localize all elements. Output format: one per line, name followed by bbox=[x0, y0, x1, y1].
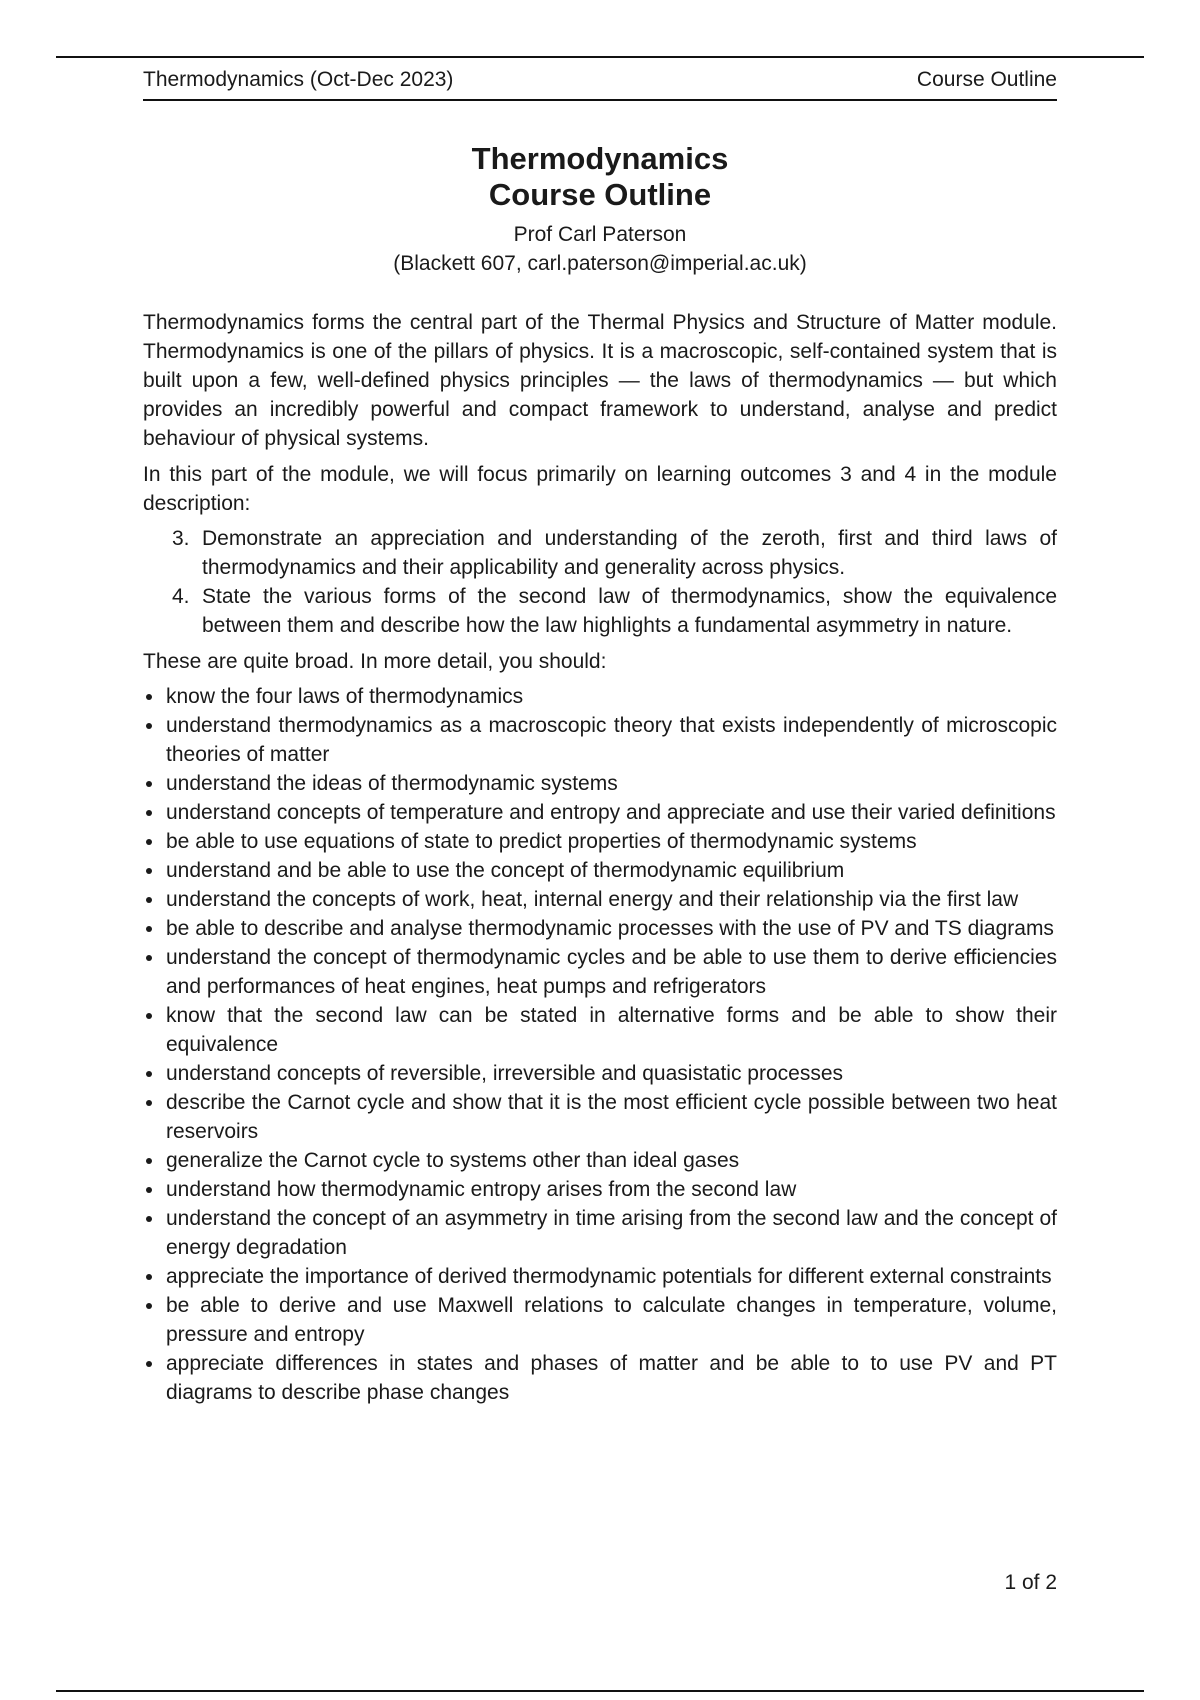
goal-item: understand concepts of reversible, irreversible and quasistatic processes bbox=[166, 1059, 1057, 1088]
goal-item: understand concepts of temperature and entropy and appreciate and use their varied definitions bbox=[166, 798, 1057, 827]
goals-list bbox=[143, 682, 1057, 1407]
document-subtitle: Course Outline bbox=[488, 177, 712, 212]
goal-item: know the four laws of thermodynamics bbox=[166, 682, 1057, 711]
author-contact: (Blackett 607, carl.paterson@imperial.ac.uk) bbox=[393, 252, 807, 275]
goal-item: understand the concept of an asymmetry in time arising from the second law and the concept of energy degradation bbox=[166, 1204, 1057, 1262]
document-title: Thermodynamics bbox=[471, 141, 729, 176]
goal-item: generalize the Carnot cycle to systems other than ideal gases bbox=[166, 1146, 1057, 1175]
goal-item: be able to use equations of state to predict properties of thermodynamic systems bbox=[166, 827, 1057, 856]
outcome-number: 3. bbox=[172, 527, 190, 550]
goal-item: appreciate differences in states and phases of matter and be able to to use PV and PT diagrams to describe phase changes bbox=[166, 1349, 1057, 1407]
header-section-title: Course Outline bbox=[916, 68, 1057, 91]
goal-item: be able to derive and use Maxwell relations to calculate changes in temperature, volume, pressure and entropy bbox=[166, 1291, 1057, 1349]
goal-item: describe the Carnot cycle and show that it is the most efficient cycle possible between two heat reservoirs bbox=[166, 1088, 1057, 1146]
goal-item: appreciate the importance of derived thermodynamic potentials for different external constraints bbox=[166, 1262, 1057, 1291]
page-bottom-rule bbox=[56, 1690, 1144, 1692]
focus-paragraph: In this part of the module, we will focus primarily on learning outcomes 3 and 4 in the module description: bbox=[143, 463, 1057, 515]
running-header bbox=[143, 66, 1057, 101]
goal-item: understand the concepts of work, heat, internal energy and their relationship via the first law bbox=[166, 885, 1057, 914]
outcome-number: 4. bbox=[172, 585, 190, 608]
goal-item: understand the concept of thermodynamic cycles and be able to use them to derive efficiencies and performances of heat engines, heat pumps and refrigerators bbox=[166, 943, 1057, 1001]
intro-paragraph: Thermodynamics forms the central part of the Thermal Physics and Structure of Matter module. Thermodynamics is one of the pillars of physics. It is a macroscopic, self-contained system that is built upon a few, well-defined physics principles — the laws of thermodynamics — but which provides an incredibly powerful and compact framework to understand, analyse and predict behaviour of physical systems. bbox=[143, 311, 1057, 450]
document-body bbox=[143, 308, 1057, 1407]
title-block bbox=[143, 141, 1057, 278]
detail-intro-paragraph: These are quite broad. In more detail, you should: bbox=[143, 650, 607, 673]
header-course-dates: Thermodynamics (Oct-Dec 2023) bbox=[143, 68, 454, 91]
outcome-text: State the various forms of the second law of thermodynamics, show the equivalence between them and describe how the law highlights a fundamental asymmetry in nature. bbox=[202, 585, 1057, 637]
learning-outcome-item bbox=[172, 524, 1057, 582]
page-top-rule bbox=[56, 56, 1144, 58]
goal-item: understand how thermodynamic entropy arises from the second law bbox=[166, 1175, 1057, 1204]
document-page bbox=[143, 66, 1057, 1407]
learning-outcomes-list bbox=[143, 524, 1057, 640]
author-name: Prof Carl Paterson bbox=[513, 223, 687, 246]
goal-item: be able to describe and analyse thermodynamic processes with the use of PV and TS diagrams bbox=[166, 914, 1057, 943]
page-number: 1 of 2 bbox=[1004, 1571, 1057, 1594]
learning-outcome-item bbox=[172, 582, 1057, 640]
goal-item: understand and be able to use the concept of thermodynamic equilibrium bbox=[166, 856, 1057, 885]
outcome-text: Demonstrate an appreciation and understanding of the zeroth, first and third laws of thermodynamics and their applicability and generality across physics. bbox=[202, 527, 1057, 579]
goal-item: understand thermodynamics as a macroscopic theory that exists independently of microscopic theories of matter bbox=[166, 711, 1057, 769]
goal-item: know that the second law can be stated in alternative forms and be able to show their equivalence bbox=[166, 1001, 1057, 1059]
goal-item: understand the ideas of thermodynamic systems bbox=[166, 769, 1057, 798]
